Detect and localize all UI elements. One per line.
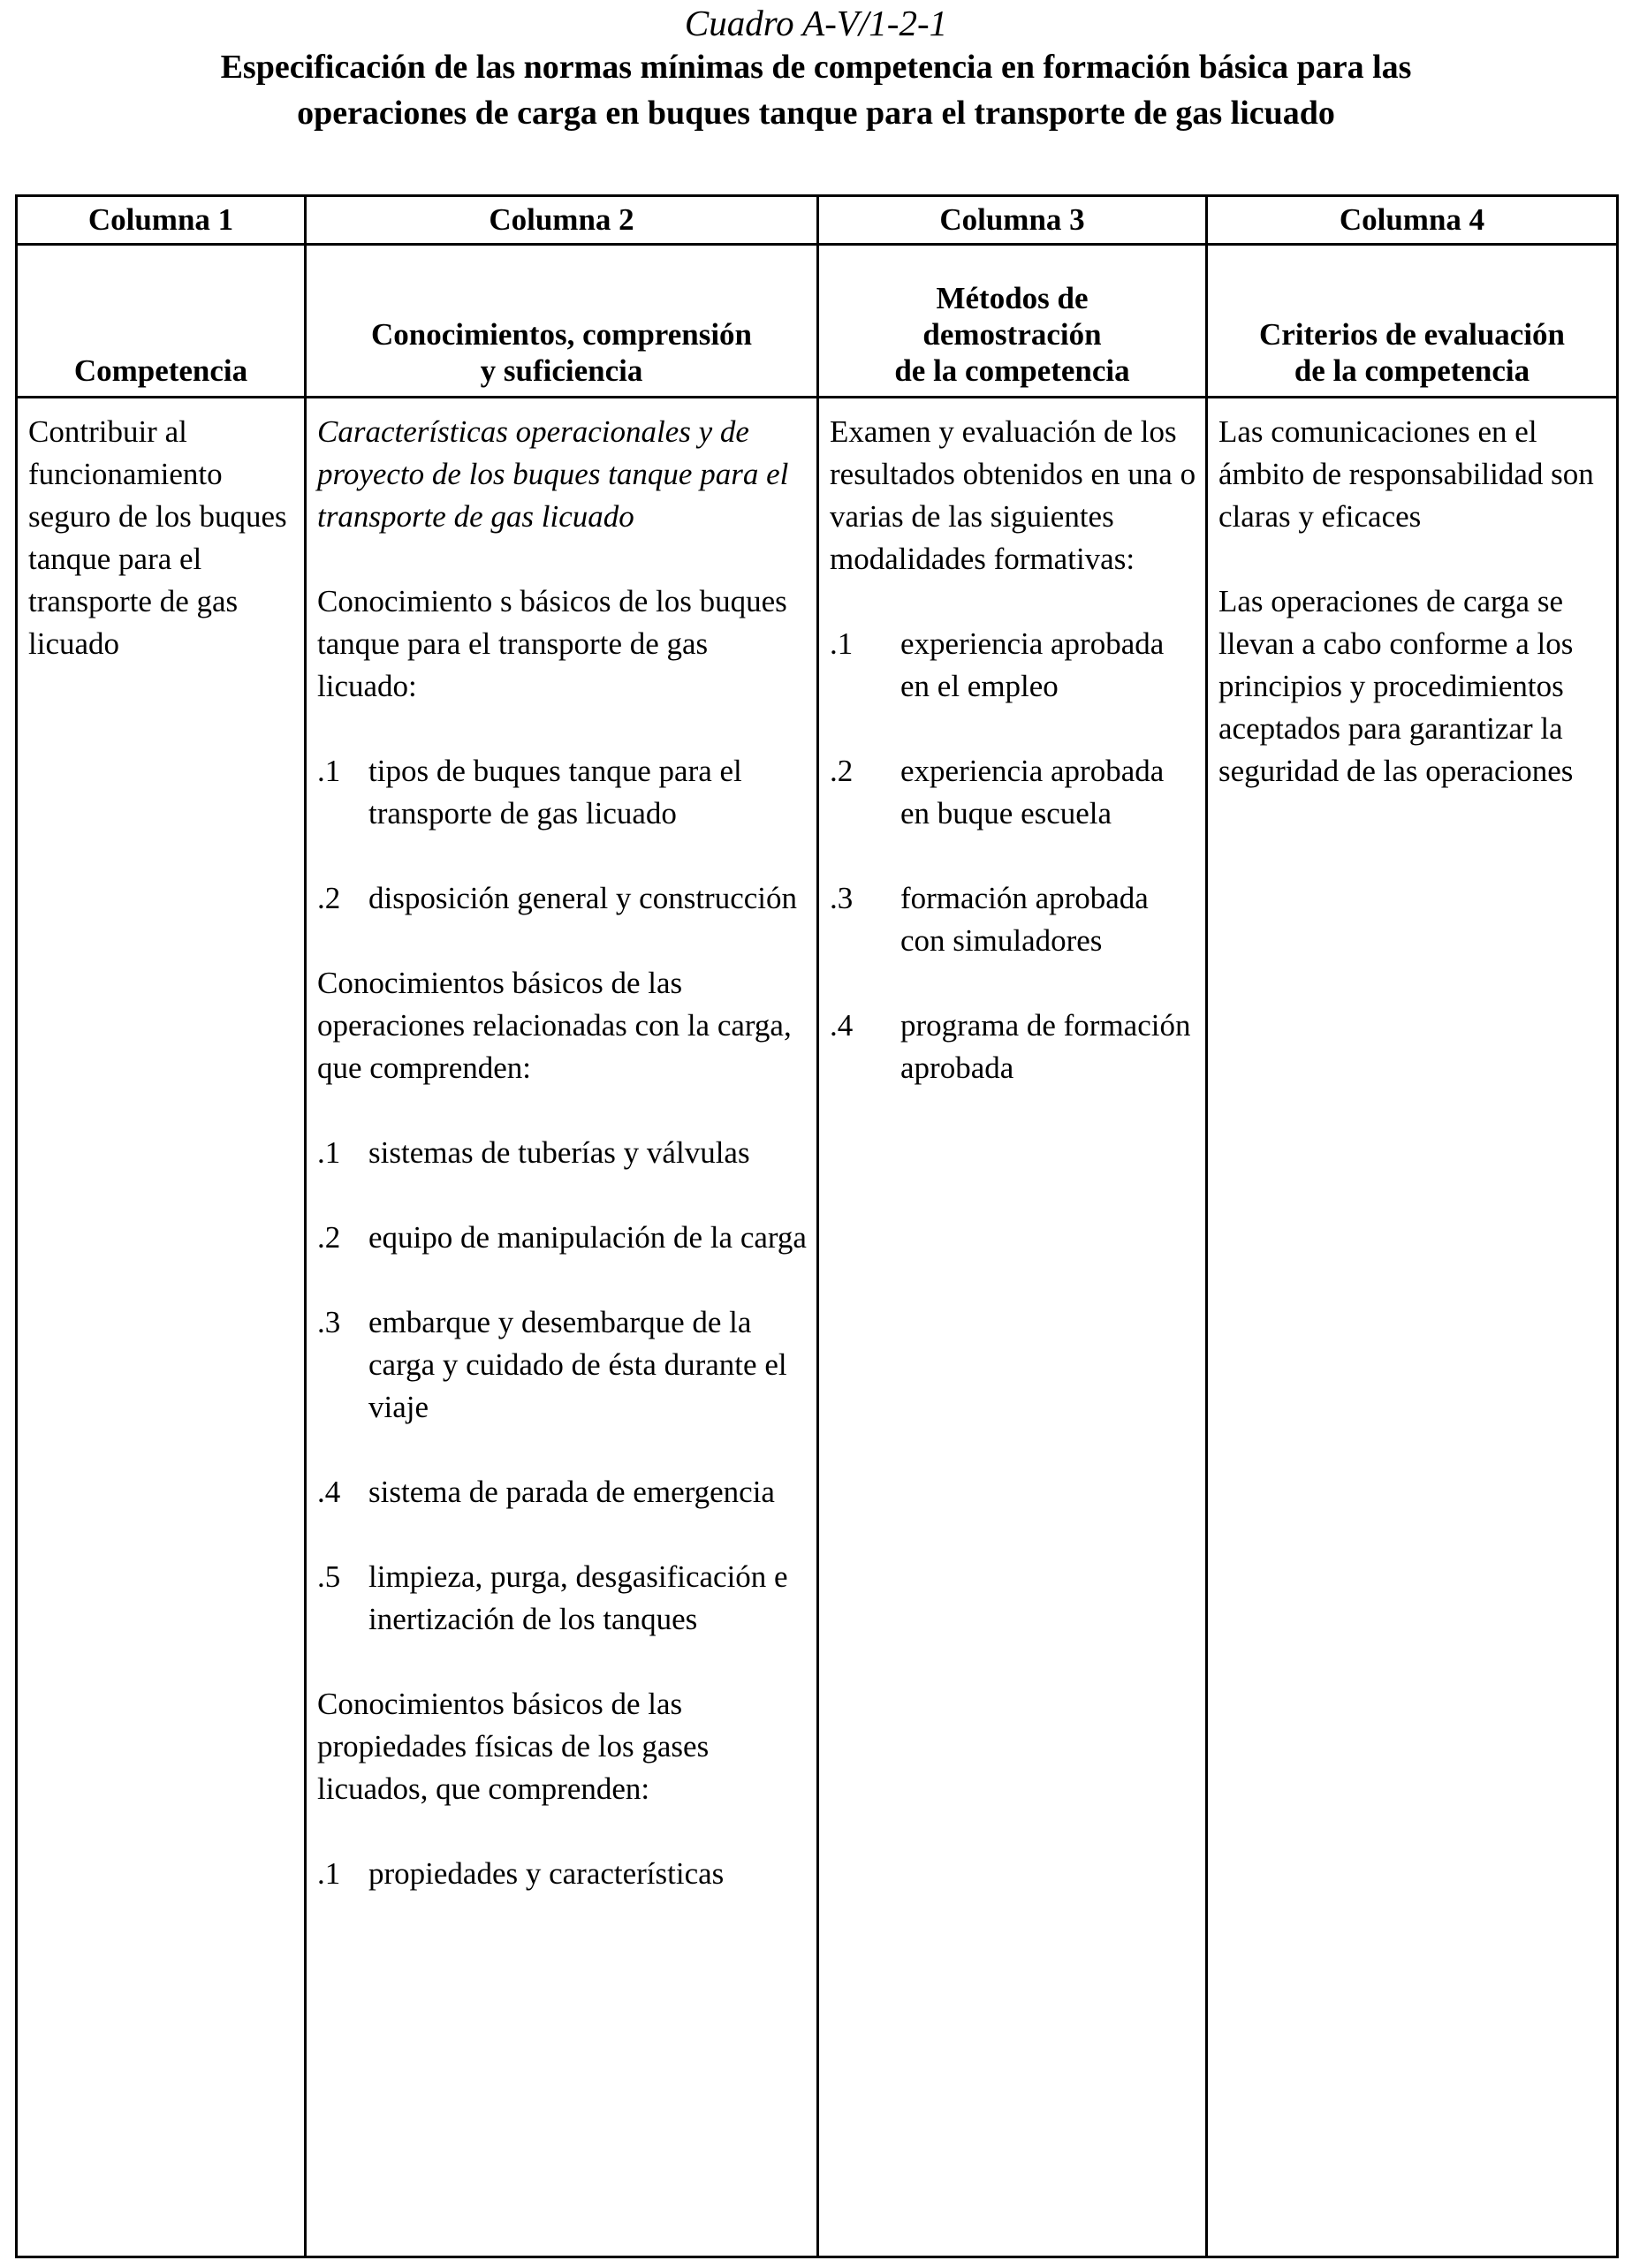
item-number: .4 (830, 1008, 854, 1043)
list-item (317, 1132, 808, 1174)
column-number-row (17, 196, 1618, 245)
item-text: tipos de buques tanque para el transporte de gas licuado (368, 754, 742, 831)
item-text: equipo de manipulación de la carga (368, 1220, 807, 1255)
list-item (830, 1005, 1196, 1089)
list-item (317, 750, 808, 835)
list-item (830, 623, 1196, 708)
header-line: Conocimientos, comprensión (370, 317, 753, 352)
item-text: embarque y desembarque de la carga y cuidado de ésta durante el viaje (368, 1305, 787, 1424)
criterio-text: Las operaciones de carga se llevan a cabo conforme a los principios y procedimientos aceptados para garantizar la seguridad de las operaciones (1218, 584, 1574, 788)
list-item (317, 1853, 808, 1895)
table-caption: Cuadro A-V/1-2-1 (684, 3, 948, 43)
list-item (317, 1217, 808, 1259)
header-line: demostración (922, 317, 1102, 352)
column-number-4: Columna 4 (1207, 196, 1618, 245)
metodos-intro: Examen y evaluación de los resultados obtenidos en una o varias de las siguientes modalidades formativas: (830, 414, 1196, 576)
item-number: .5 (317, 1559, 341, 1594)
header-line: Competencia (73, 353, 248, 388)
item-number: .2 (830, 754, 854, 788)
item-text: limpieza, purga, desgasificación e inertización de los tanques (368, 1559, 788, 1636)
column-header-competencia (17, 245, 306, 398)
metodos-cell (818, 398, 1207, 2257)
list-item (317, 1556, 808, 1641)
column-header-conocimientos (306, 245, 818, 398)
criterios-cell (1207, 398, 1618, 2257)
conocimientos-cell (306, 398, 818, 2257)
header-line: y suficiencia (480, 353, 643, 388)
item-number: .1 (317, 754, 341, 788)
item-number: .1 (830, 626, 854, 661)
competence-table (15, 194, 1619, 2258)
section-heading: Conocimientos básicos de las propiedades físicas de los gases licuados, que comprenden: (317, 1687, 710, 1806)
competencia-cell (17, 398, 306, 2257)
column-number-3: Columna 3 (818, 196, 1207, 245)
criterio-text: Las comunicaciones en el ámbito de responsabilidad son claras y eficaces (1218, 414, 1594, 534)
column-number-2: Columna 2 (306, 196, 818, 245)
column-header-criterios (1207, 245, 1618, 398)
item-text: disposición general y construcción (368, 881, 798, 915)
section-heading: Conocimiento s básicos de los buques tanque para el transporte de gas licuado: (317, 584, 787, 703)
header-line: de la competencia (894, 353, 1130, 388)
section-heading: Conocimientos básicos de las operaciones relacionadas con la carga, que comprenden: (317, 966, 792, 1085)
list-item (830, 750, 1196, 835)
item-number: .2 (317, 881, 341, 915)
item-number: .4 (317, 1475, 341, 1509)
item-text: programa de formación aprobada (900, 1008, 1191, 1085)
item-text: sistemas de tuberías y válvulas (368, 1135, 750, 1170)
item-number: .2 (317, 1220, 341, 1255)
item-number: .3 (317, 1305, 341, 1339)
item-number: .1 (317, 1135, 341, 1170)
table-title-line-1: Especificación de las normas mínimas de competencia en formación básica para las (220, 49, 1412, 86)
list-item (830, 877, 1196, 962)
table-body-row (17, 398, 1618, 2257)
table-title-block (0, 0, 1632, 136)
header-line: Métodos de (936, 281, 1089, 315)
item-text: experiencia aprobada en buque escuela (900, 754, 1165, 831)
item-number: .3 (830, 881, 854, 915)
item-number: .1 (317, 1856, 341, 1891)
conocimientos-intro: Características operacionales y de proyecto de los buques tanque para el transporte de gas licuado (317, 414, 789, 534)
column-header-metodos (818, 245, 1207, 398)
competencia-text: Contribuir al funcionamiento seguro de los buques tanque para el transporte de gas licuado (28, 414, 287, 661)
column-header-row (17, 245, 1618, 398)
list-item (317, 1471, 808, 1513)
header-line: Criterios de evaluación (1258, 317, 1566, 352)
table-title-line-2: operaciones de carga en buques tanque para el transporte de gas licuado (297, 95, 1335, 132)
list-item (317, 1301, 808, 1429)
column-number-1: Columna 1 (17, 196, 306, 245)
list-item (317, 877, 808, 920)
item-text: formación aprobada con simuladores (900, 881, 1149, 958)
item-text: experiencia aprobada en el empleo (900, 626, 1165, 703)
item-text: sistema de parada de emergencia (368, 1475, 775, 1509)
header-line: de la competencia (1294, 353, 1530, 388)
item-text: propiedades y características (368, 1856, 725, 1891)
